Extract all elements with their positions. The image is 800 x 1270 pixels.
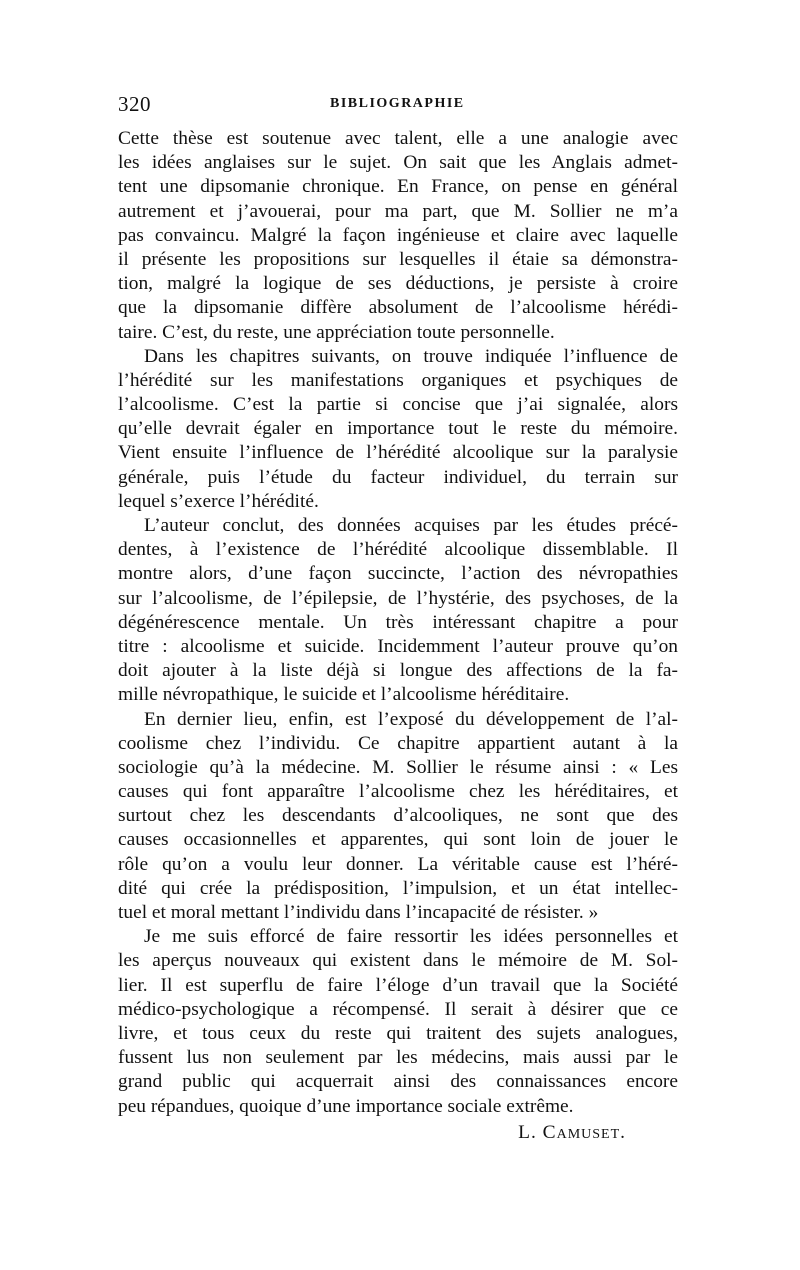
- text-line: que la dipsomanie diffère absolument de l’alcoolisme hérédi-: [118, 297, 678, 319]
- paragraph: [118, 708, 678, 926]
- text-line: les aperçus nouveaux qui existent dans le mémoire de M. Sol-: [118, 950, 678, 972]
- signature-name: Camuset.: [542, 1121, 626, 1143]
- text-line: lier. Il est superflu de faire l’éloge d’un travail que la Société: [118, 974, 678, 996]
- text-line: livre, et tous ceux du reste qui traitent des sujets analogues,: [118, 1022, 678, 1044]
- text-line: lequel s’exerce l’hérédité.: [118, 490, 319, 512]
- page-number: 320: [118, 92, 151, 116]
- text-line: qu’elle devrait égaler en importance tout le reste du mémoire.: [118, 418, 678, 440]
- text-line: doit ajouter à la liste déjà si longue des affections de la fa-: [118, 660, 678, 682]
- text-line: titre : alcoolisme et suicide. Incidemment l’auteur prouve qu’on: [118, 635, 678, 657]
- text-line: tent une dipsomanie chronique. En France, on pense en général: [118, 176, 678, 198]
- text-line: grand public qui acquerrait ainsi des connaissances encore: [118, 1071, 678, 1093]
- text-line: causes occasionnelles et apparentes, qui sont loin de jouer le: [118, 829, 678, 851]
- text-line: dégénérescence mentale. Un très intéressant chapitre a pour: [118, 611, 678, 633]
- text-line: tion, malgré la logique de ses déductions, je persiste à croire: [118, 273, 678, 295]
- text-line: mille névropathique, le suicide et l’alcoolisme héréditaire.: [118, 684, 570, 706]
- text-line: Cette thèse est soutenue avec talent, elle a une analogie avec: [118, 128, 678, 149]
- text-line: Je me suis efforcé de faire ressortir les idées personnelles et: [144, 926, 678, 948]
- text-line: pas convaincu. Malgré la façon ingénieuse et claire avec laquelle: [118, 224, 678, 246]
- text-line: montre alors, d’une façon succincte, l’action des névropathies: [118, 563, 678, 585]
- text-line: coolisme chez l’individu. Ce chapitre appartient autant à la: [118, 732, 678, 754]
- text-line: médico-psychologique a récompensé. Il serait à désirer que ce: [118, 998, 678, 1020]
- text-line: sociologie qu’à la médecine. M. Sollier le résume ainsi : « Les: [118, 756, 678, 778]
- text-line: dentes, à l’existence de l’hérédité alcoolique dissemblable. Il: [118, 539, 678, 561]
- text-line: dité qui crée la prédisposition, l’impulsion, et un état intellec-: [118, 877, 678, 899]
- text-line: générale, puis l’étude du facteur individuel, du terrain sur: [118, 466, 678, 488]
- text-line: taire. C’est, du reste, une appréciation toute personnelle.: [118, 321, 555, 343]
- text-line: causes qui font apparaître l’alcoolisme chez les héréditaires, et: [118, 781, 678, 803]
- text-line: Dans les chapitres suivants, on trouve indiquée l’influence de: [144, 345, 678, 367]
- running-head: BIBLIOGRAPHIE: [330, 96, 465, 111]
- paragraph: [118, 345, 678, 514]
- text-line: L’auteur conclut, des données acquises par les études précé-: [144, 515, 678, 536]
- text-line: En dernier lieu, enfin, est l’exposé du développement de l’al-: [144, 708, 678, 730]
- text-line: Vient ensuite l’influence de l’hérédité alcoolique sur la paralysie: [118, 442, 678, 464]
- text-line: tuel et moral mettant l’individu dans l’incapacité de résister. »: [118, 902, 599, 923]
- text-line: surtout chez les descendants d’alcooliques, ne sont que des: [118, 805, 678, 827]
- signature-initial: L.: [518, 1121, 537, 1143]
- text-line: rôle qu’on a voulu leur donner. La véritable cause est l’héré-: [118, 853, 678, 875]
- text-line: l’hérédité sur les manifestations organiques et psychiques de: [118, 369, 678, 391]
- text-line: l’alcoolisme. C’est la partie si concise que j’ai signalée, alors: [118, 394, 678, 416]
- text-line: les idées anglaises sur le sujet. On sait que les Anglais admet-: [118, 152, 678, 174]
- text-line: peu répandues, quoique d’une importance sociale extrême.: [118, 1095, 574, 1117]
- body-text: [118, 127, 678, 1147]
- signature: [118, 1119, 678, 1147]
- paragraph: [118, 925, 678, 1119]
- text-line: autrement et j’avouerai, pour ma part, que M. Sollier ne m’a: [118, 200, 678, 222]
- text-line: il présente les propositions sur lesquelles il étaie sa démonstra-: [118, 248, 678, 270]
- paragraph: [118, 127, 678, 345]
- text-line: fussent lus non seulement par les médecins, mais aussi par le: [118, 1047, 678, 1069]
- text-line: sur l’alcoolisme, de l’épilepsie, de l’hystérie, des psychoses, de la: [118, 587, 678, 609]
- paragraph: [118, 514, 678, 708]
- page-header: [118, 92, 678, 120]
